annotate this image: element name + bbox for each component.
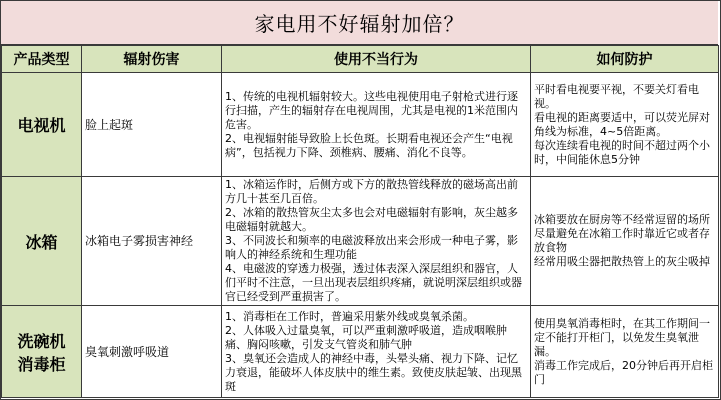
product-type-cell: 冰箱 <box>2 177 82 306</box>
table-row <box>2 177 719 306</box>
comparison-table <box>1 45 719 398</box>
behavior-cell: 1、冰箱运作时，后侧方或下方的散热管线释放的磁场高出前方几十甚至几百倍。 2、冰箱的散热管灰尘太多也会对电磁辐射有影响，灰尘越多电磁辐射就越大。 3、不同波长和频率的电磁波释放出来会形成一种电子雾，影响人的神经系统和生理功能 4、电磁波的穿透力极强，透过体表深入深层组织和器官，人们平时不注意，一旦出现表层组织疼痛，就说明深层组织或器官已经受到严重损害了。 <box>222 177 531 306</box>
product-type-cell: 电视机 <box>2 73 82 177</box>
table-row <box>2 306 719 398</box>
harm-cell: 臭氧刺激呼吸道 <box>82 306 222 398</box>
prevention-cell: 冰箱要放在厨房等不经常逗留的场所 尽量避免在冰箱工作时靠近它或者存放食物 经常用吸尘器把散热管上的灰尘吸掉 <box>531 177 719 306</box>
prevention-cell: 使用臭氧消毒柜时，在其工作期间一定不能打开柜门，以免发生臭氧泄漏。 消毒工作完成后，20分钟后再开启柜门 <box>531 306 719 398</box>
header-improper-use: 使用不当行为 <box>222 46 531 73</box>
prevention-cell: 平时看电视要平视，不要关灯看电视。 看电视的距离要适中，可以荧光屏对角线为标准，4~5倍距离。 每次连续看电视的时间不超过两个小时，中间能休息5分钟 <box>531 73 719 177</box>
table-row <box>2 73 719 177</box>
page-title: 家电用不好辐射加倍？ <box>1 1 718 45</box>
header-product-type: 产品类型 <box>2 46 82 73</box>
harm-cell: 冰箱电子雾损害神经 <box>82 177 222 306</box>
product-type-cell: 洗碗机 消毒柜 <box>2 306 82 398</box>
header-row <box>2 46 719 73</box>
behavior-cell: 1、传统的电视机辐射较大。这些电视使用电子射枪式进行逐行扫描，产生的辐射存在电视周围，尤其是电视的1米范围内危害。 2、电视辐射能导致脸上长色斑。长期看电视还会产生“电视病”，包括视力下降、颈椎病、腰痛、消化不良等。 <box>222 73 531 177</box>
behavior-cell: 1、消毒柜在工作时，普遍采用紫外线或臭氧杀菌。 2、人体吸入过量臭氧，可以严重刺激呼吸道，造成咽喉肿痛、胸闷咳嗽，引发支气管炎和肺气肿 3、臭氧还会造成人的神经中毒，头晕头痛、视力下降、记忆力衰退，能破坏人体皮肤中的维生素。致使皮肤起皱、出现黑斑 <box>222 306 531 398</box>
header-radiation-harm: 辐射伤害 <box>82 46 222 73</box>
header-prevention: 如何防护 <box>531 46 719 73</box>
harm-cell: 脸上起斑 <box>82 73 222 177</box>
